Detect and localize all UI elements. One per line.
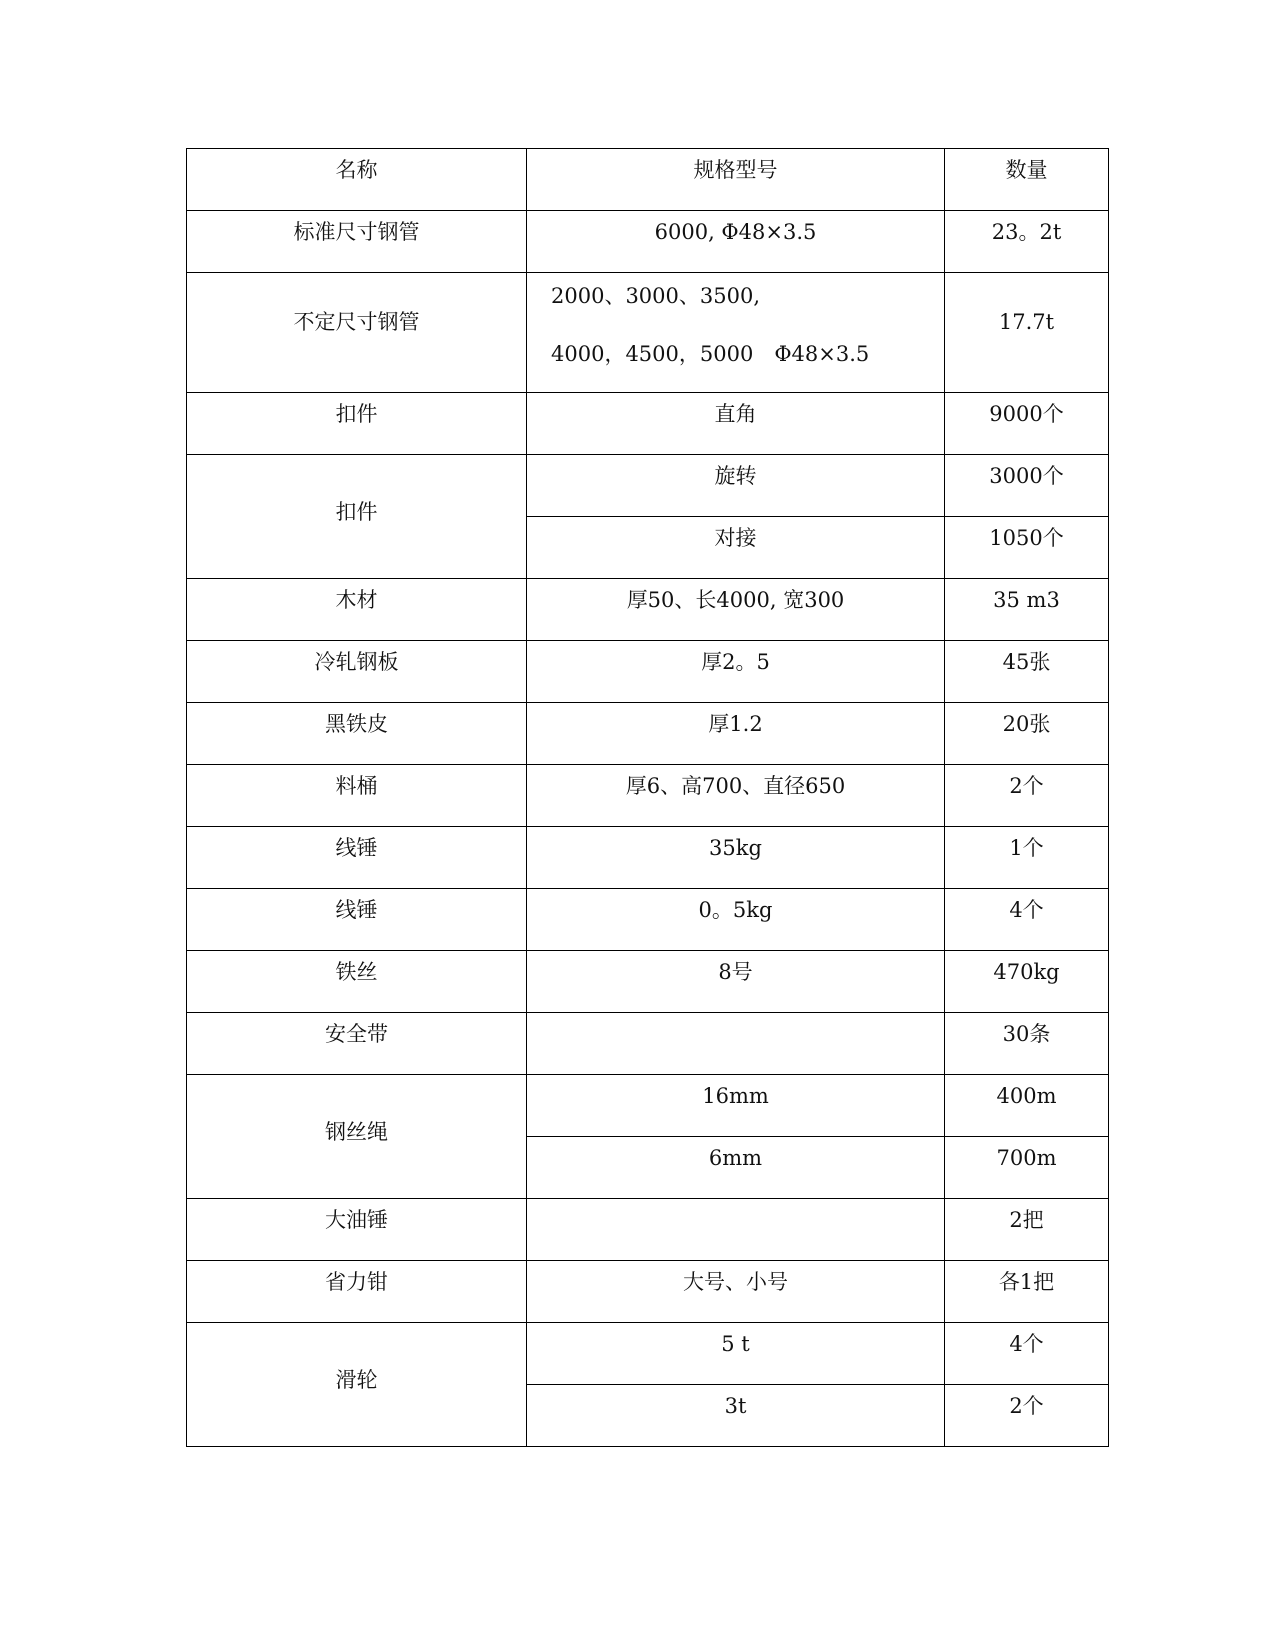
- cell-name: 线锤: [187, 827, 527, 889]
- cell-spec: 对接: [527, 517, 945, 579]
- cell-name: 扣件: [187, 455, 527, 579]
- table-row: [187, 827, 1109, 889]
- cell-qty: 4个: [945, 889, 1109, 951]
- cell-name: 钢丝绳: [187, 1075, 527, 1199]
- cell-spec: 厚6、高700、直径650: [527, 765, 945, 827]
- cell-spec: 厚1.2: [527, 703, 945, 765]
- cell-qty: 700m: [945, 1137, 1109, 1199]
- table-row: [187, 1199, 1109, 1261]
- cell-spec: [527, 1013, 945, 1075]
- spec-line: 2000、3000、3500,: [551, 284, 761, 308]
- cell-name: 大油锤: [187, 1199, 527, 1261]
- cell-name: 冷轧钢板: [187, 641, 527, 703]
- cell-qty: 1050个: [945, 517, 1109, 579]
- cell-qty: 23。2t: [945, 211, 1109, 273]
- cell-qty: 2个: [945, 1385, 1109, 1447]
- spec-line: 4000，4500，5000 Φ48×3.5: [551, 342, 870, 366]
- table-row: [187, 889, 1109, 951]
- cell-spec: 16mm: [527, 1075, 945, 1137]
- table-row: [187, 211, 1109, 273]
- cell-spec: 厚2。5: [527, 641, 945, 703]
- cell-qty: 2个: [945, 765, 1109, 827]
- cell-qty: 2把: [945, 1199, 1109, 1261]
- cell-name: 滑轮: [187, 1323, 527, 1447]
- table-header-row: [187, 149, 1109, 211]
- cell-spec: 大号、小号: [527, 1261, 945, 1323]
- table-row: [187, 951, 1109, 1013]
- cell-name: 省力钳: [187, 1261, 527, 1323]
- cell-spec: 直角: [527, 393, 945, 455]
- cell-qty: 35 m3: [945, 579, 1109, 641]
- cell-name: 铁丝: [187, 951, 527, 1013]
- cell-qty: 9000个: [945, 393, 1109, 455]
- cell-spec: 旋转: [527, 455, 945, 517]
- table-row: [187, 393, 1109, 455]
- table-row: [187, 455, 1109, 517]
- cell-qty: 45张: [945, 641, 1109, 703]
- cell-spec: 3t: [527, 1385, 945, 1447]
- table-row: [187, 579, 1109, 641]
- cell-qty: 470kg: [945, 951, 1109, 1013]
- cell-name: 扣件: [187, 393, 527, 455]
- cell-qty: 17.7t: [945, 273, 1109, 393]
- header-name: 名称: [187, 149, 527, 211]
- cell-qty: 各1把: [945, 1261, 1109, 1323]
- table-row: [187, 273, 1109, 393]
- cell-name: 安全带: [187, 1013, 527, 1075]
- table-row: [187, 1013, 1109, 1075]
- header-qty: 数量: [945, 149, 1109, 211]
- materials-table: [186, 148, 1109, 1447]
- table-row: [187, 765, 1109, 827]
- cell-spec: 5 t: [527, 1323, 945, 1385]
- cell-spec: 厚50、长4000, 宽300: [527, 579, 945, 641]
- cell-spec: 8号: [527, 951, 945, 1013]
- cell-qty: 1个: [945, 827, 1109, 889]
- cell-qty: 30条: [945, 1013, 1109, 1075]
- table-row: [187, 1261, 1109, 1323]
- cell-name: 不定尺寸钢管: [187, 273, 527, 393]
- table-row: [187, 1323, 1109, 1385]
- table-row: [187, 641, 1109, 703]
- cell-name: 标准尺寸钢管: [187, 211, 527, 273]
- cell-name: 木材: [187, 579, 527, 641]
- cell-qty: 400m: [945, 1075, 1109, 1137]
- cell-spec: 35kg: [527, 827, 945, 889]
- cell-name: 黑铁皮: [187, 703, 527, 765]
- header-spec: 规格型号: [527, 149, 945, 211]
- cell-qty: 20张: [945, 703, 1109, 765]
- cell-name: 料桶: [187, 765, 527, 827]
- cell-spec: [527, 273, 945, 393]
- cell-qty: 3000个: [945, 455, 1109, 517]
- cell-spec: 0。5kg: [527, 889, 945, 951]
- cell-spec: [527, 1199, 945, 1261]
- cell-name: 线锤: [187, 889, 527, 951]
- table-row: [187, 1075, 1109, 1137]
- cell-spec: 6mm: [527, 1137, 945, 1199]
- table-row: [187, 703, 1109, 765]
- cell-qty: 4个: [945, 1323, 1109, 1385]
- cell-spec: 6000, Φ48×3.5: [527, 211, 945, 273]
